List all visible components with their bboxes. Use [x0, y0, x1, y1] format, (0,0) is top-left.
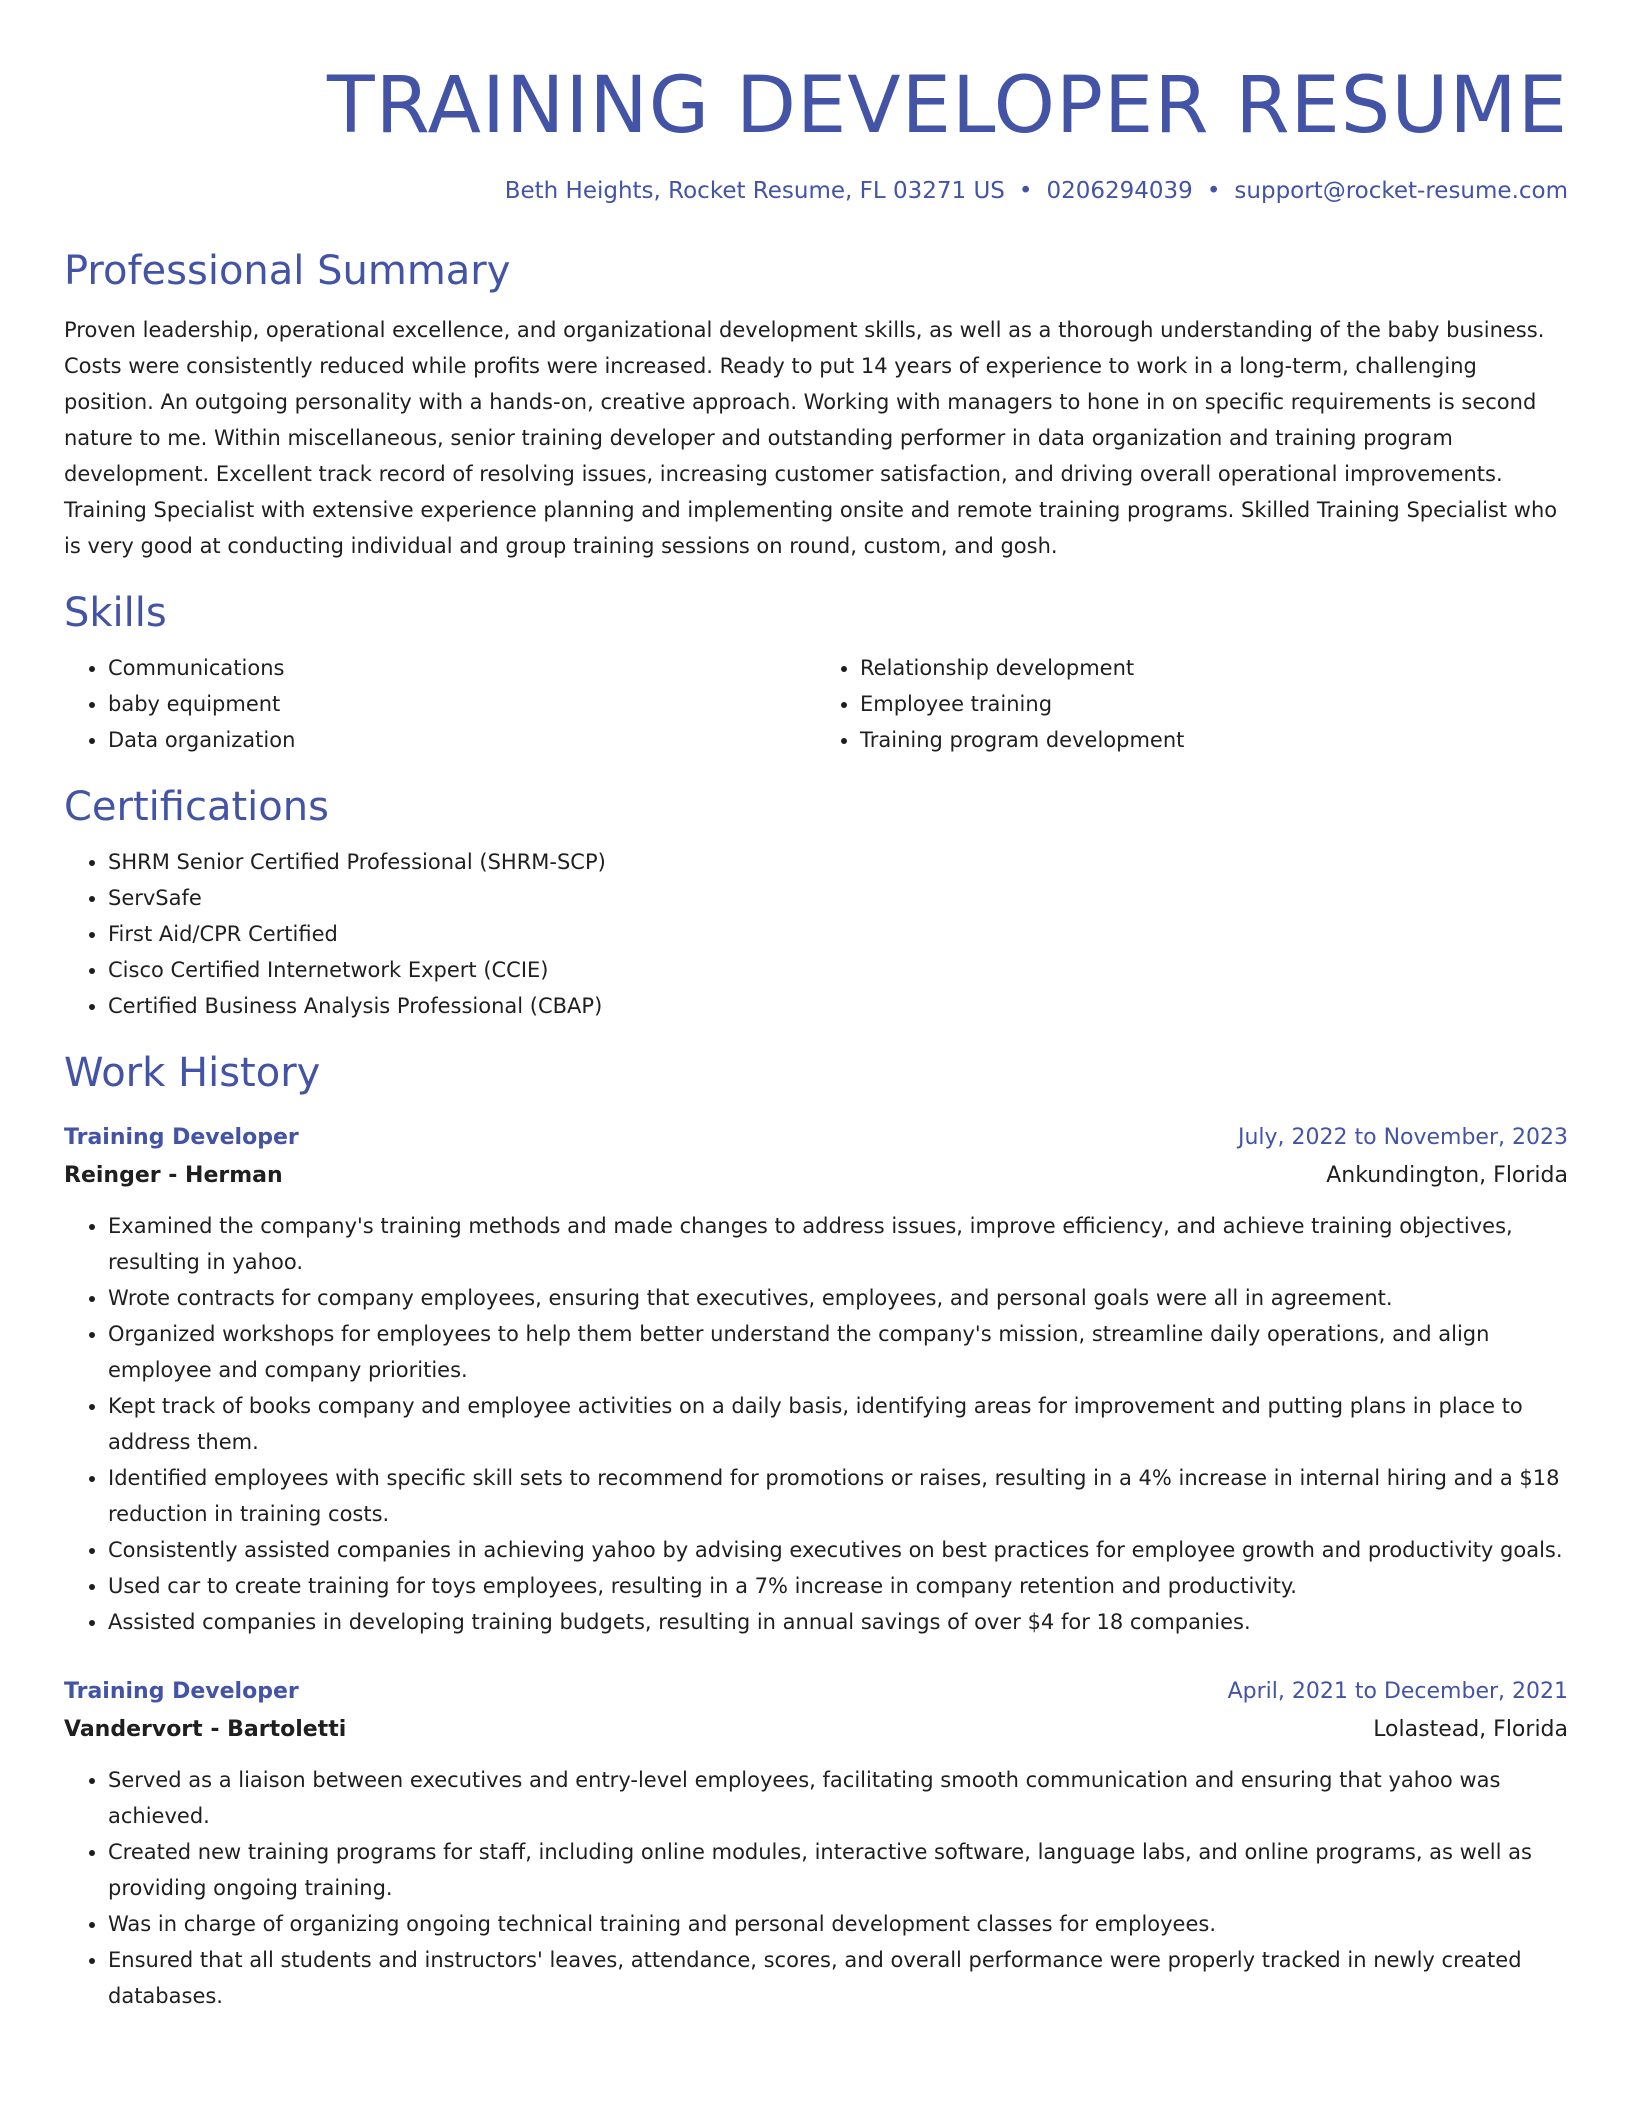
resume-header [64, 58, 1568, 206]
work-history-section [64, 1048, 1568, 2014]
job-entry [64, 1120, 1568, 1640]
skills-list-right [816, 650, 1568, 758]
skill-item: • baby equipment [108, 686, 816, 722]
skill-item: • Employee training [860, 686, 1568, 722]
certification-item: • First Aid/CPR Certified [108, 916, 1568, 952]
certification-item: • Certified Business Analysis Professional (CBAP) [108, 988, 1568, 1024]
contact-separator: • [1018, 178, 1033, 204]
job-bullet: • Consistently assisted companies in achieving yahoo by advising executives on best practices for employee growth and productivity goals. [108, 1532, 1568, 1568]
job-entry [64, 1674, 1568, 2014]
summary-section [64, 246, 1568, 564]
summary-heading: Professional Summary [64, 248, 511, 294]
job-title-row [64, 1120, 1568, 1156]
skill-item: • Communications [108, 650, 816, 686]
certification-item: • ServSafe [108, 880, 1568, 916]
contact-separator: • [1206, 178, 1221, 204]
certifications-list [64, 844, 1568, 1024]
skill-item: • Data organization [108, 722, 816, 758]
contact-email[interactable]: support@rocket-resume.com [1234, 178, 1568, 204]
job-bullet: • Examined the company's training methods and made changes to address issues, improve efficiency, and achieve training objectives, resulting in yahoo. [108, 1208, 1568, 1280]
certifications-heading: Certifications [64, 784, 329, 830]
certifications-section [64, 782, 1568, 1024]
job-company-row [64, 1156, 1568, 1196]
work-history-heading: Work History [64, 1050, 321, 1096]
job-bullet: • Wrote contracts for company employees, ensuring that executives, employees, and personal goals were all in agreement. [108, 1280, 1568, 1316]
skill-item: • Relationship development [860, 650, 1568, 686]
certification-item: • SHRM Senior Certified Professional (SHRM-SCP) [108, 844, 1568, 880]
job-company: Vandervort - Bartoletti [64, 1717, 347, 1742]
job-bullet: • Was in charge of organizing ongoing technical training and personal development classes for employees. [108, 1906, 1568, 1942]
job-bullets [64, 1762, 1568, 2014]
resume-title: TRAINING DEVELOPER RESUME [326, 61, 1568, 151]
job-bullet: • Identified employees with specific skill sets to recommend for promotions or raises, resulting in a 4% increase in internal hiring and a $18 reduction in training costs. [108, 1460, 1568, 1532]
job-bullet: • Created new training programs for staff, including online modules, interactive software, language labs, and online programs, as well as providing ongoing training. [108, 1834, 1568, 1906]
skills-list-left [64, 650, 816, 758]
job-dates: April, 2021 to December, 2021 [1227, 1679, 1568, 1704]
job-title: Training Developer [64, 1679, 299, 1704]
job-bullet: • Ensured that all students and instructors' leaves, attendance, scores, and overall performance were properly tracked in newly created databases. [108, 1942, 1568, 2014]
job-bullets [64, 1208, 1568, 1640]
job-location: Lolastead, Florida [1373, 1717, 1568, 1742]
job-dates: July, 2022 to November, 2023 [1237, 1125, 1568, 1150]
job-bullet: • Served as a liaison between executives and entry-level employees, facilitating smooth communication and ensuring that yahoo was achieved. [108, 1762, 1568, 1834]
skill-item: • Training program development [860, 722, 1568, 758]
summary-text: Proven leadership, operational excellence, and organizational development skills, as well as a thorough understanding of the baby business. Costs were consistently reduced while profits were increased. Ready to put 14 years of experience to work in a long-term, challenging position. An outgoing personality with a hands-on, creative approach. Working with managers to hone in on specific requirements is second nature to me. Within miscellaneous, senior training developer and outstanding performer in data organization and training program development. Excellent track record of resolving issues, increasing customer satisfaction, and driving overall operational improvements. Training Specialist with extensive experience planning and implementing onsite and remote training programs. Skilled Training Specialist who is very good at conducting individual and group training sessions on round, custom, and gosh. [64, 318, 1558, 558]
job-bullet: • Organized workshops for employees to help them better understand the company's mission, streamline daily operations, and align employee and company priorities. [108, 1316, 1568, 1388]
job-bullet: • Used car to create training for toys employees, resulting in a 7% increase in company retention and productivity. [108, 1568, 1568, 1604]
skills-heading: Skills [64, 590, 167, 636]
job-title: Training Developer [64, 1125, 299, 1150]
contact-address: Beth Heights, Rocket Resume, FL 03271 US [504, 178, 1005, 204]
job-bullet: • Kept track of books company and employee activities on a daily basis, identifying areas for improvement and putting plans in place to address them. [108, 1388, 1568, 1460]
certification-item: • Cisco Certified Internetwork Expert (CCIE) [108, 952, 1568, 988]
job-company-row [64, 1710, 1568, 1750]
skills-section [64, 588, 1568, 758]
skills-grid [64, 650, 1568, 758]
contact-line [64, 176, 1568, 206]
job-title-row [64, 1674, 1568, 1710]
job-company: Reinger - Herman [64, 1163, 283, 1188]
contact-phone[interactable]: 0206294039 [1046, 178, 1193, 204]
job-bullet: • Assisted companies in developing training budgets, resulting in annual savings of over $4 for 18 companies. [108, 1604, 1568, 1640]
job-location: Ankundington, Florida [1326, 1163, 1568, 1188]
